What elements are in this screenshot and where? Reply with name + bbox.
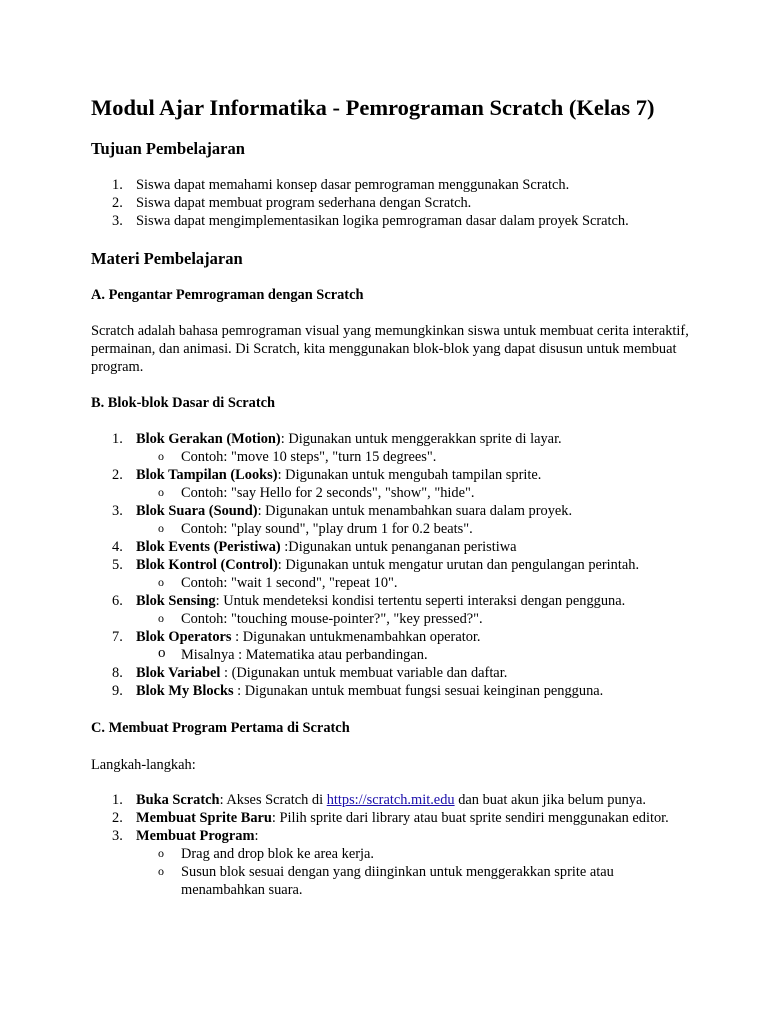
list-item: 2. Membuat Sprite Baru: Pilih sprite dari library atau buat sprite sendiri menggunakan editor. (112, 810, 669, 826)
section-a-paragraph: Scratch adalah bahasa pemrograman visual yang memungkinkan siswa untuk membuat cerita interaktif, permainan, dan animasi. Di Scratch, kita menggunakan blok-blok yang dapat disusun untuk membuat program. (91, 323, 689, 375)
list-item: 6. Blok Sensing: Untuk mendeteksi kondisi tertentu seperti interaksi dengan pengguna. o Contoh: "touching mouse-pointer?", "key pressed?". (91, 592, 691, 628)
list-item: 4. Blok Events (Peristiwa) :Digunakan untuk penanganan peristiwa (112, 539, 517, 555)
tujuan-list (91, 176, 691, 230)
list-item: 2. Blok Tampilan (Looks): Digunakan untuk mengubah tampilan sprite. o Contoh: "say Hello for 2 seconds", "show", "hide". (91, 466, 691, 502)
sub-list-item: o Contoh: "move 10 steps", "turn 15 degrees". (158, 449, 437, 465)
list-item: 1. Siswa dapat memahami konsep dasar pemrograman menggunakan Scratch. (112, 177, 570, 193)
sub-list-item: o Contoh: "touching mouse-pointer?", "key pressed?". (158, 611, 483, 627)
sub-list-item: o Susun blok sesuai dengan yang diinginkan untuk menggerakkan sprite atau menambahkan suara. (158, 864, 614, 898)
heading-section-a: A. Pengantar Pemrograman dengan Scratch (91, 287, 364, 303)
heading-section-c: C. Membuat Program Pertama di Scratch (91, 720, 350, 736)
blok-list (91, 430, 691, 700)
section-c-intro: Langkah-langkah: (91, 757, 196, 773)
list-item: 3. Blok Suara (Sound): Digunakan untuk menambahkan suara dalam proyek. o Contoh: "play sound", "play drum 1 for 0.2 beats". (91, 502, 691, 538)
list-item: 5. Blok Kontrol (Control): Digunakan untuk mengatur urutan dan pengulangan perintah. o Contoh: "wait 1 second", "repeat 10". (91, 556, 691, 592)
list-item: 8. Blok Variabel : (Digunakan untuk membuat variable dan daftar. (112, 665, 508, 681)
list-item: 3. Siswa dapat mengimplementasikan logika pemrograman dasar dalam proyek Scratch. (112, 213, 629, 229)
heading-tujuan: Tujuan Pembelajaran (91, 139, 245, 158)
heading-section-b: B. Blok-blok Dasar di Scratch (91, 395, 276, 411)
sub-list-item: o Drag and drop blok ke area kerja. (158, 846, 374, 862)
list-item: 1. Buka Scratch: Akses Scratch di https://scratch.mit.edu dan buat akun jika belum punya. (112, 792, 647, 808)
list-item: 7. Blok Operators : Digunakan untukmenambahkan operator. o Misalnya : Matematika atau perbandingan. (91, 628, 691, 664)
sub-list-item: o Contoh: "say Hello for 2 seconds", "show", "hide". (158, 485, 475, 501)
heading-materi: Materi Pembelajaran (91, 249, 243, 268)
list-item: 3. Membuat Program: o Drag and drop blok ke area kerja. o Susun blok sesuai dengan yang diinginkan untuk menggerakkan sprite atau menambahkan suara. (91, 827, 691, 899)
sub-list-item: o Misalnya : Matematika atau perbandingan. (158, 645, 428, 663)
sub-list-item: o Contoh: "wait 1 second", "repeat 10". (158, 575, 398, 591)
list-item: 1. Blok Gerakan (Motion): Digunakan untuk menggerakkan sprite di layar. o Contoh: "move 10 steps", "turn 15 degrees". (91, 430, 691, 466)
document-title: Modul Ajar Informatika - Pemrograman Scratch (Kelas 7) (91, 95, 655, 120)
scratch-link[interactable]: https://scratch.mit.edu (326, 792, 455, 808)
langkah-list (91, 791, 691, 899)
sub-list-item: o Contoh: "play sound", "play drum 1 for 0.2 beats". (158, 521, 473, 537)
list-item: 2. Siswa dapat membuat program sederhana dengan Scratch. (112, 195, 472, 211)
list-item: 9. Blok My Blocks : Digunakan untuk membuat fungsi sesuai keinginan pengguna. (112, 683, 604, 699)
